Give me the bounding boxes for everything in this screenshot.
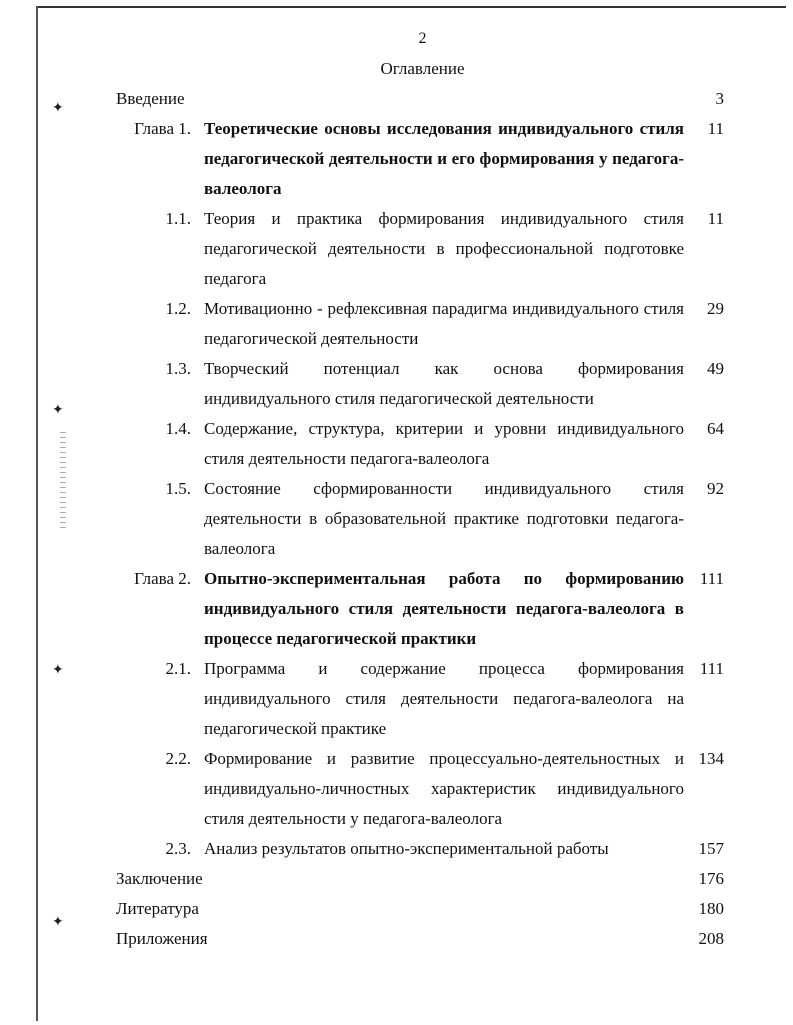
- toc-chapter1-page: 11: [707, 119, 724, 138]
- toc-section-number: 1.1.: [165, 209, 191, 228]
- toc-section-title: Содержание, структура, критерии и уровни индивидуального стиля деятельности педагога-валеолога: [204, 419, 684, 468]
- toc-entry-appendices[interactable]: [0, 924, 793, 954]
- toc-chapter1-title: Теоретические основы исследования индивидуального стиля педагогической деятельности и его формирования у педагога-валеолога: [204, 119, 684, 198]
- toc-section-page: 134: [698, 749, 724, 768]
- toc-chapter2-page: 111: [699, 569, 724, 588]
- toc-section-title: Творческий потенциал как основа формирования индивидуального стиля педагогической деятельности: [204, 359, 684, 408]
- toc-literature-text: Литература: [116, 899, 199, 918]
- page-number: 2: [418, 30, 427, 47]
- toc-entry-section[interactable]: [0, 654, 793, 744]
- toc-section-title: Состояние сформированности индивидуального стиля деятельности в образовательной практике подготовки педагога-валеолога: [204, 479, 684, 558]
- toc-chapter2-title: Опытно-экспериментальная работа по формированию индивидуального стиля деятельности педагога-валеолога в процессе педагогической практики: [204, 569, 684, 648]
- toc-conclusion-page: 176: [698, 869, 724, 888]
- toc-section-title: Анализ результатов опытно-экспериментальной работы: [204, 839, 609, 858]
- toc-entry-conclusion[interactable]: [0, 864, 793, 894]
- toc-section-title: Программа и содержание процесса формирования индивидуального стиля деятельности педагога-валеолога на педагогической практике: [204, 659, 684, 738]
- toc-section-page: 49: [707, 359, 724, 378]
- toc-appendices-page: 208: [698, 929, 724, 948]
- toc-chapter1-label: Глава 1.: [134, 119, 191, 138]
- toc-section-number: 1.5.: [165, 479, 191, 498]
- toc-section-page: 29: [707, 299, 724, 318]
- toc-section-page: 92: [707, 479, 724, 498]
- toc-section-number: 1.4.: [165, 419, 191, 438]
- toc-section-title: Теория и практика формирования индивидуального стиля педагогической деятельности в профессиональной подготовке педагога: [204, 209, 684, 288]
- toc-appendices-text: Приложения: [116, 929, 208, 948]
- toc-entry-section[interactable]: [0, 834, 793, 864]
- toc-entry-section[interactable]: [0, 474, 793, 564]
- toc-section-title: Мотивационно - рефлексивная парадигма индивидуального стиля педагогической деятельности: [204, 299, 684, 348]
- toc-entry-literature[interactable]: [0, 894, 793, 924]
- toc-intro-text: Введение: [116, 89, 185, 108]
- toc-entry-section[interactable]: [0, 744, 793, 834]
- toc-section-number: 2.2.: [165, 749, 191, 768]
- toc-section-number: 1.3.: [165, 359, 191, 378]
- toc-entry-section[interactable]: [0, 204, 793, 294]
- toc-section-number: 1.2.: [165, 299, 191, 318]
- toc-title: Оглавление: [380, 59, 465, 78]
- toc-chapter2-label: Глава 2.: [134, 569, 191, 588]
- toc-section-number: 2.1.: [165, 659, 191, 678]
- toc-section-title: Формирование и развитие процессуально-деятельностных и индивидуально-личностных характеристик индивидуального стиля деятельности у педагога-валеолога: [204, 749, 684, 828]
- toc-section-page: 157: [698, 839, 724, 858]
- scan-mark-4: ✦: [52, 915, 64, 930]
- toc-section-page: 111: [699, 659, 724, 678]
- toc-entry-intro[interactable]: [0, 84, 793, 114]
- toc-section-page: 64: [707, 419, 724, 438]
- scan-mark-3: ✦: [52, 663, 64, 678]
- toc-entry-section[interactable]: [0, 354, 793, 414]
- scan-mark-1: ✦: [52, 101, 64, 116]
- toc-entry-section[interactable]: [0, 294, 793, 354]
- toc-section-page: 11: [707, 209, 724, 228]
- toc-entry-chapter1[interactable]: [0, 114, 793, 204]
- toc-section-number: 2.3.: [165, 839, 191, 858]
- toc-conclusion-text: Заключение: [116, 869, 203, 888]
- toc-literature-page: 180: [698, 899, 724, 918]
- toc-entry-section[interactable]: [0, 414, 793, 474]
- toc-entry-chapter2[interactable]: [0, 564, 793, 654]
- scan-mark-2: ✦: [52, 403, 64, 418]
- toc-intro-page: 3: [715, 89, 724, 108]
- scan-edge-top: [36, 6, 786, 8]
